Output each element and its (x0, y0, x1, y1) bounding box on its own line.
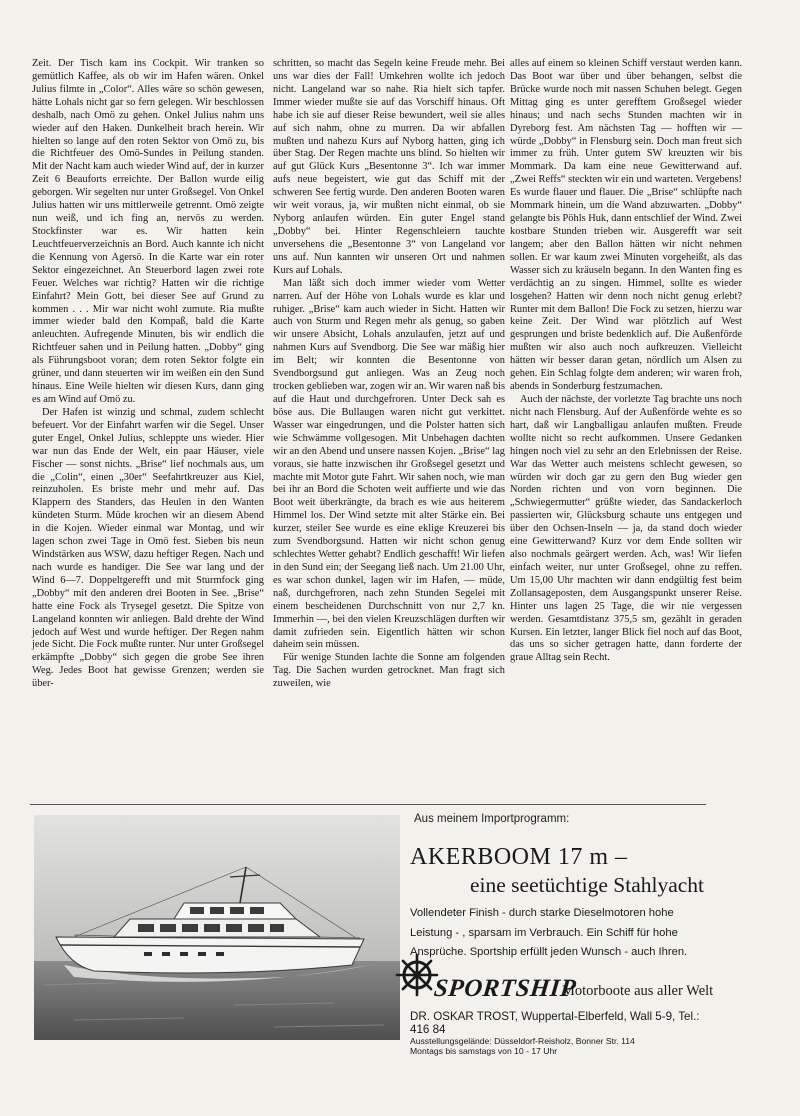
hours-line: Montags bis samstags von 10 - 17 Uhr (410, 1046, 558, 1057)
article-column-2 (273, 58, 505, 691)
article-paragraph: Zeit. Der Tisch kam ins Cockpit. Wir tranken so gemütlich Kaffee, als ob wir im Hafen wären. Onkel Julius filmte in „Color“. Alles wäre so schön gewesen, hätte Lohals nicht gar so fern gelegen. Wir beschlossen deshalb, nach Omö zu gehen. Onkel Julius nahm uns wieder auf den Haken. Dunkelheit brach herein. Wir hielten so lange auf den roten Sektor von Omö zu, bis die Richtfeuer des Omö-Sundes in Peilung standen. Mit der Nacht kam auch wieder Wind auf, der in kurzer Zeit 6 Beauforts erreichte. Der Ballon wurde eilig geborgen. Wir segelten nur unter Großsegel. Von Onkel Julius hatten wir uns mittlerweile getrennt. Omö zeigte nun weiß, und ich fing an, nervös zu werden. Stockfinster war es. Wir hatten kein Leuchtfeuerverzeichnis an Bord. Auch kannte ich nicht die Kennung von Agersö. In die Karte war ein roter Sektor eingezeichnet. An Steuerbord lagen zwei rote Feuer. Welches war richtig? Hatten wir die richtige Einfahrt? Mein Gott, bei dieser See auf Grund zu kommen . . . Mir war nicht wohl zumute. Ria mußte immer wieder bald den Kompaß, bald die Karte anleuchten. Aufregende Minuten, bis wir endlich die Richtfeuer sahen und in Peilung hatten. „Dobby“ ging als Führungsboot voran; dem roten Sektor folgte ein grüner, und dann steuerten wir im weißen ein den Sund hinaus. Eine Weile hielten wir diesen Kurs, dann ging es am Wind auf Omö zu. (32, 58, 264, 405)
article-column-1 (32, 58, 264, 691)
article-paragraph: Für wenige Stunden lachte die Sonne am folgenden Tag. Die Sachen wurden getrocknet. Man fragt sich zuweilen, wie (273, 652, 505, 690)
ad-subtitle: eine seetüchtige Stahlyacht (470, 873, 705, 897)
brand-tagline: Motorboote aus aller Welt (562, 983, 714, 999)
ad-body (410, 904, 710, 963)
article-paragraph: Der Hafen ist winzig und schmal, zudem schlecht befeuert. Vor der Einfahrt warfen wir die Segel. Unser guter Engel, Onkel Julius, schleppte uns wieder. Hier war nun das Ende der Welt, ein paar Häuser, viele Fischer — sonst nichts. „Brise“ lief nochmals aus, um die „Colin“, einen „30er“ Seefahrtkreuzer aus Kiel, reinzuholen. Es briste mehr und mehr auf. Das Klappern des Standers, das Heulen in den Wanten kündeten Sturm. Müde krochen wir an diesem Abend in die Kojen. Wieder einmal war Montag, und wir lagen schon zwei Tage in Omö fest. Sieben bis neun Windstärken aus WSW, dazu heftiger Regen. Nach und nach wurde es handiger. Die See war lang und der Wind 6—7. Doppeltgerefft und mit Sturmfock ging „Dobby“ mit den anderen drei Booten in See. „Brise“ hatte eine Fock als Trysegel gesetzt. Die Spitze von Langeland konnten wir anliegen. Bald drehte der Wind jedoch auf West und wurde heftiger. Der Regen nahm jede Sicht. Die Fock mußte runter. Nur unter Großsegel erkämpfte „Dobby“ sich gegen die grobe See ihren Weg. Jedes Boot hat gewisse Grenzen; werden sie über- (32, 406, 264, 690)
exhibition-line: Ausstellungsgelände: Düsseldorf-Reisholz, Bonner Str. 114 (410, 1036, 635, 1046)
ad-body-line: Vollendeter Finish - durch starke Dieselmotoren hohe (410, 907, 674, 919)
firm-line: DR. OSKAR TROST, Wuppertal-Elberfeld, Wall 5-9, Tel.: 416 84 (410, 1010, 700, 1036)
article-paragraph: Man läßt sich doch immer wieder vom Wetter narren. Auf der Höhe von Lohals wurde es klar und ruhiger. „Brise“ kam auch wieder in Sicht. Hatten wir auch von Sturm und Regen mehr als genug, so gaben wir unsere Absicht, Lohals anzulaufen, jetzt auf und nahmen Kurs auf Svendborg. Die See war mäßig hier im Belt; wir konnten die Besentonne von Svendborgsund gut anliegen. Was an Zeug noch trocken geblieben war, zogen wir an. Wir waren naß bis auf die Haut und durchgefroren. Unter Deck sah es böse aus. Die Bullaugen waren nicht gut verkittet. Wasser war eingedrungen, und die Polster hatten sich wie Schwämme vollgesogen. Mit Unbehagen dachten wir an den Abend und unsere nassen Kojen. „Brise“ lag voraus, sie hatte inzwischen ihr Großsegel gesetzt und machte mit Motor gute Fahrt. Wir sahen noch, wie man bei ihr an Bord die Schoten weit auffierte und wie das Boot weit überkrängte, da brach es wie aus heiterem Himmel los. Der Wind setzte mit alter Stärke ein. Bei kurzer, steiler See wurde es eine eklige Kreuzerei bis zum Svendborgsund. Hatten wir nicht schon genug schlechtes Wetter gehabt? Endlich geschafft! Wir liefen in den Sund ein; der Seegang ließ nach. Um 21.00 Uhr, es war schon dunkel, lagen wir im Hafen, — müde, naß, durchgefroren, nach zehn Stunden Segelei mit einem bescheidenen Durchschnitt von nur 2,7 kn. Immerhin —, bei den vielen Kreuzschlägen durften wir damit zufrieden sein. Eigentlich hätten wir schon daheim sein müssen. (273, 277, 505, 651)
ad-heading: Aus meinem Importprogramm: (414, 813, 570, 825)
article-paragraph: schritten, so macht das Segeln keine Freude mehr. Bei uns war dies der Fall! Umkehren wollte ich jedoch nicht. Langeland war so nahe. Ria hielt sich tapfer. Immer wieder mußte sie auf das Vorschiff hinaus. Oft habe ich sie auf dieser Reise bewundert, weil sie alles auf sich nahm, ohne zu murren. Da wir abfallen mußten und nahezu Kurs auf Nyborg hatten, ging ich über Stag. Der Regen machte uns blind. So hielten wir auf gut Glück Kurs „Besentonne 3“. Ich war immer aufs neue begeistert, wie gut das Schiff mit der schweren See fertig wurde. Den anderen Booten waren wir weit voraus, ja, wir mußten nicht einmal, ob sie Nyborg anlaufen würden. Ein guter Engel stand „Dobby“ bei. Hinter Regenschleiern tauchte unversehens die „Besentonne 3“ von Langeland vor uns auf. Nun kannten wir unseren Ort und nahmen Kurs auf Lohals. (273, 58, 505, 276)
article-column-3 (510, 58, 742, 665)
yacht-photo (34, 815, 400, 1040)
ad-body-line: Leistung - , sparsam im Verbrauch. Ein Schiff für hohe (410, 926, 678, 939)
yacht-illustration (34, 815, 400, 1040)
ad-body-line: Ansprüche. Sportship erfüllt jeden Wunsch - auch Ihren. (410, 946, 688, 958)
article-paragraph: Auch der nächste, der vorletzte Tag brachte uns noch nicht nach Flensburg. Auf der Außenförde wehte es so hart, daß wir Langballigau anlaufen mußten. Freude wollte nicht so recht aufkommen. Unsere Gedanken hingen noch viel zu sehr an den Erlebnissen der Reise. War das Wetter auch meistens schlecht gewesen, so würden wir doch gar zu gern den Bug wieder gen Norden richten und von vorn beginnen. Die „Schwiegermutter“ grüßte wieder, das Sandackerloch passierten wir, Glücksburg schaute uns entgegen und über den Ochsen-Inseln — ja, da stand doch wieder eine Gewitterwand? Kurz vor dem Ende sollten wir also nochmals geärgert werden. Ach, was! Wir liefen einfach weiter, nur unter Großsegel, ohne zu reffen. Um 15,00 Uhr machten wir dann endgültig fest beim Zollansageposten, dem Ausgangspunkt unserer Reise. Hinter uns lagen 25 Tage, die wir nie vergessen werden. Gesamtdistanz 375,5 sm, gezählt in geraden Kursen. Ein letzter, langer Blick fiel noch auf das Boot, das uns so sicher getragen hatte, dann forderte der graue Alltag sein Recht. (510, 393, 742, 664)
ad-divider (30, 804, 706, 805)
article-paragraph: alles auf einem so kleinen Schiff verstaut werden kann. Das Boot war über und über behangen, selbst die Brücke wurde noch mit nassen Schuhen belegt. Gegen Mittag ging es unter gerefftem Großsegel wieder hinaus; und nach sechs Stunden machten wir in Dyreborg fest. Am nächsten Tag — hofften wir — würde „Dobby“ in Flensburg sein. Doch man freut sich immer zu früh. Unter gutem SW kreuzten wir bis Mommark. Da kam eine neue Gewitterwand auf. „Zwei Reffs“ steckten wir ein und warteten. Vergebens! Es wurde flauer und flauer. Die „Brise“ schlüpfte nach Mommark hinein, um die Wand abzuwarten. „Dobby“ gelangte bis Pöhls Huk, dann entschlief der Wind. Zwei kostbare Stunden trieben wir. Ausgerefft war seit langem; aber den Ballon hätten wir nicht nehmen sollen. Er war kaum zwei Minuten vorgeheißt, als das Wasser sich zu kräuseln begann. In den Wanten fing es verdächtig an zu singen. Himmel, sollte es wieder losgehen? Hatten wir denn noch nicht genug erlebt? Runter mit dem Ballon! Die Fock zu setzen, hierzu war keine Zeit. Der Wind war plötzlich auf West gesprungen und briste bedenklich auf. Die Außenförde mußten wir also auch noch aufkreuzen. Vielleicht hätten wir besser daran getan, nördlich um Alsen zu gehen. Ein Schlag folgte dem anderen; wir waren froh, abends in Sonderburg festzumachen. (510, 58, 742, 393)
ad-address (410, 1010, 710, 1056)
ad-title: AKERBOOM 17 m – (410, 844, 628, 870)
brand-logo: SPORTSHIP (432, 975, 578, 1002)
